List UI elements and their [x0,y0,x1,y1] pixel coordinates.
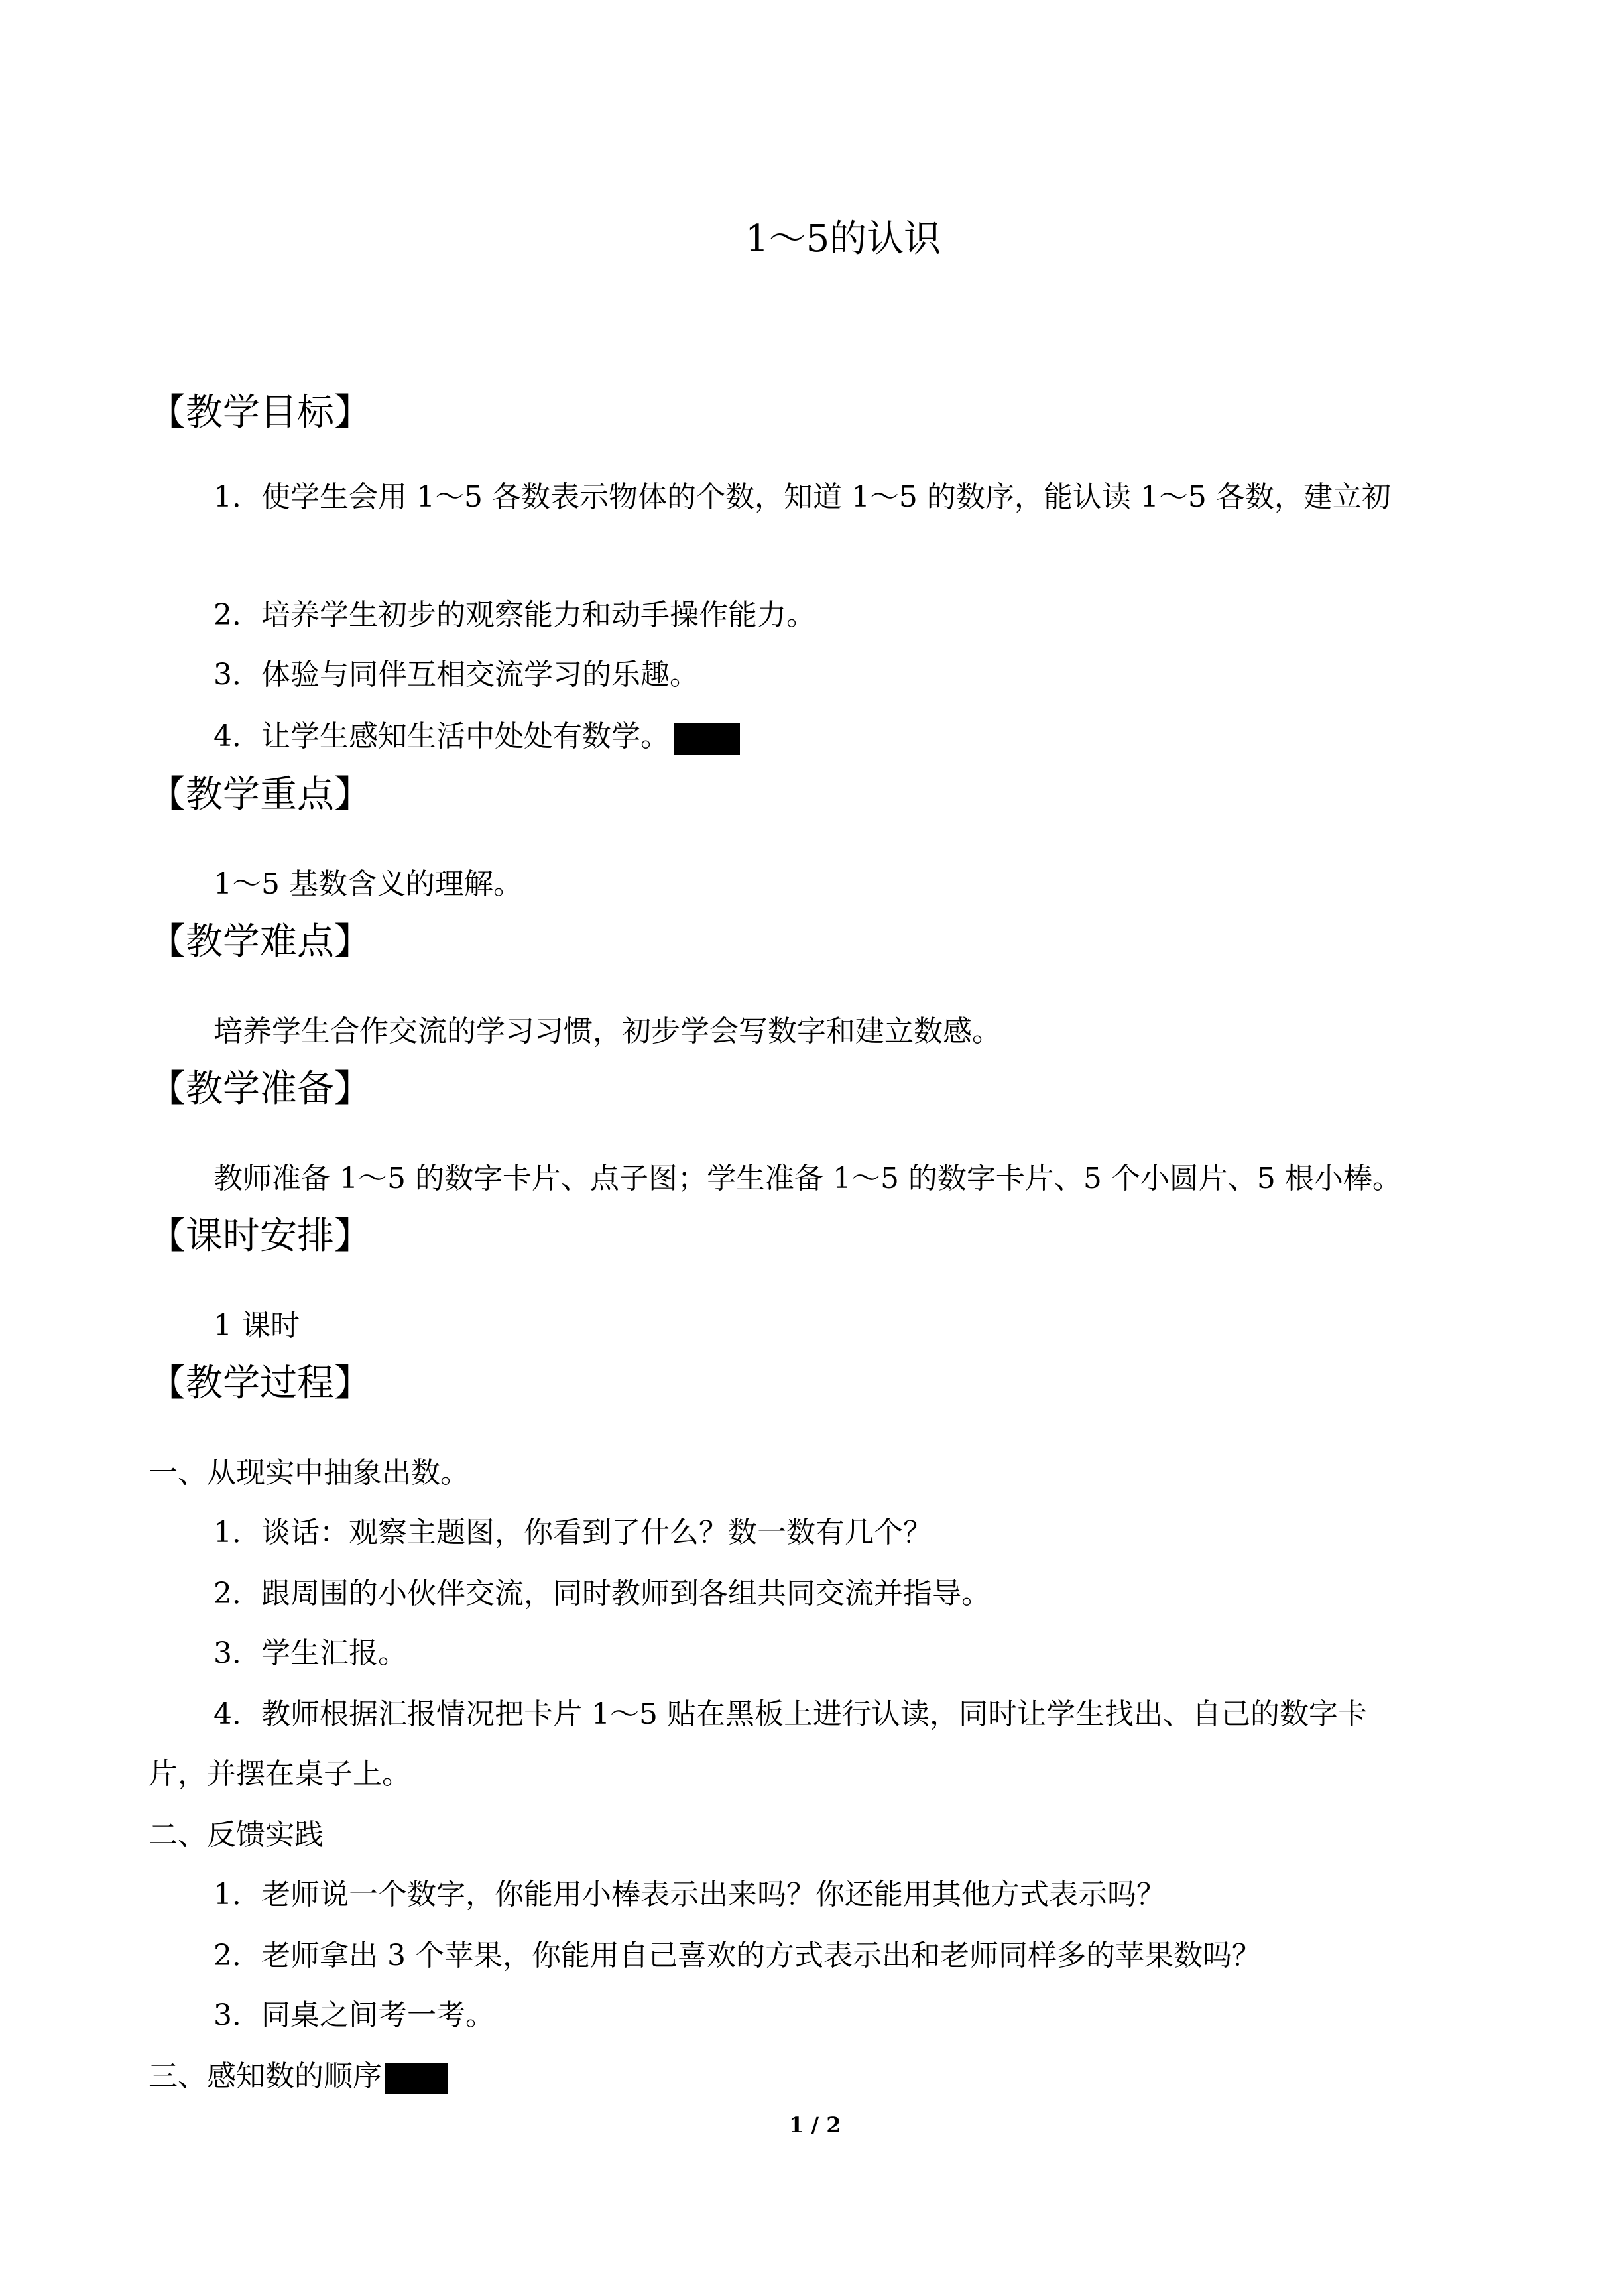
process-part1-item-3: 3．学生汇报。 [213,1636,407,1670]
process-part2-item-1: 1．老师说一个数字，你能用小棒表示出来吗？你还能用其他方式表示吗？ [213,1878,1166,1911]
process-part1-continuation: 片，并摆在桌子上。 [149,1757,411,1791]
process-part3-title: 三、感知数的顺序 [149,2059,382,2093]
goal-item-1: 1．使学生会用 1～5 各数表示物体的个数，知道 1～5 的数序，能认读 1～5 各数，建立初 [213,480,1391,514]
heading-teaching-goals: 【教学目标】 [149,391,371,434]
process-part2-item-2: 2．老师拿出 3 个苹果，你能用自己喜欢的方式表示出和老师同样多的苹果数吗？ [213,1939,1261,1972]
page-title: 1～5的认识 [745,217,941,261]
process-part1-item-2: 2．跟周围的小伙伴交流，同时教师到各组共同交流并指导。 [213,1577,991,1610]
heading-difficulties: 【教学难点】 [149,920,371,963]
heading-process: 【教学过程】 [149,1362,371,1405]
goal-item-4 [213,718,740,755]
process-part1-item-1: 1．谈话：观察主题图，你看到了什么？数一数有几个？ [213,1516,932,1549]
redaction-block [674,723,740,755]
preparation-text: 教师准备 1～5 的数字卡片、点子图；学生准备 1～5 的数字卡片、5 个小圆片、5 根小棒。 [213,1162,1402,1195]
heading-schedule: 【课时安排】 [149,1215,371,1258]
process-part3-title-line [149,2058,448,2095]
goal-item-3: 3．体验与同伴互相交流学习的乐趣。 [213,658,699,692]
process-part1-item-4: 4．教师根据汇报情况把卡片 1～5 贴在黑板上进行认读，同时让学生找出、自己的数字卡 [213,1697,1367,1731]
difficulties-text: 培养学生合作交流的学习习惯，初步学会写数字和建立数感。 [213,1014,1001,1048]
process-part2-item-3: 3．同桌之间考一考。 [213,1998,495,2032]
goal-item-4-text: 4．让学生感知生活中处处有数学。 [213,719,670,753]
page-number: 1 / 2 [789,2112,841,2138]
heading-key-points: 【教学重点】 [149,773,371,816]
key-points-text: 1～5 基数含义的理解。 [213,867,522,901]
process-part2-title: 二、反馈实践 [149,1818,324,1852]
schedule-text: 1 课时 [213,1309,300,1343]
heading-preparation: 【教学准备】 [149,1067,371,1111]
process-part1-title: 一、从现实中抽象出数。 [149,1456,469,1490]
redaction-block [385,2063,448,2094]
goal-item-2: 2．培养学生初步的观察能力和动手操作能力。 [213,598,815,632]
